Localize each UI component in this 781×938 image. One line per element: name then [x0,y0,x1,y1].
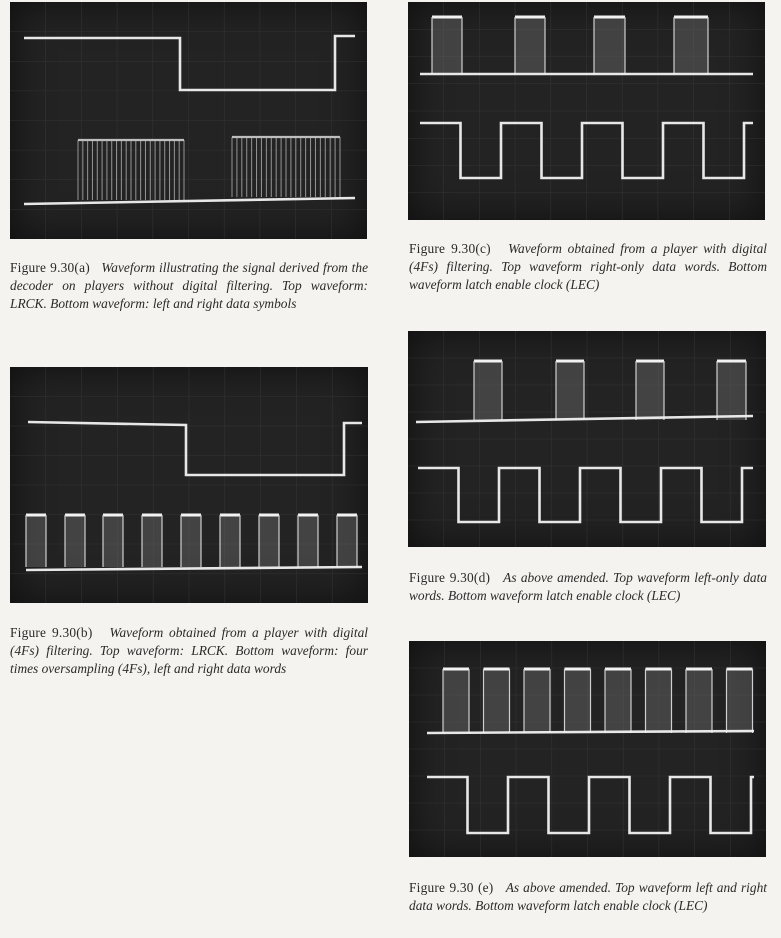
left-data-word-4 [717,361,746,420]
caption-figure-c [409,240,767,294]
data-word-7 [686,669,712,733]
figure-label-b: Figure 9.30(b) [10,625,93,640]
data-word-1 [26,515,46,567]
oscilloscope-figure-d [408,331,766,547]
oscilloscope-figure-c [408,2,765,220]
caption-figure-e [409,879,767,915]
waveform-plot-c [408,2,765,220]
data-word-6 [220,515,240,567]
figure-caption-b: Waveform obtained from a player with digital (4Fs) filtering. Top waveform: LRCK. Bottom waveform: four times oversampling (4Fs), left and right data words [10,625,369,676]
data-word-3 [524,669,550,733]
oscilloscope-figure-b [10,367,368,603]
figure-label-a: Figure 9.30(a) [10,260,90,275]
data-word-1 [443,669,469,733]
right-data-word-3 [594,17,625,74]
figure-label-c: Figure 9.30(c) [409,241,491,256]
data-baseline-trace [26,567,362,570]
lrck-trace [28,422,362,475]
data-word-4 [142,515,162,567]
graticule [408,331,766,547]
data-word-6 [646,669,672,733]
data-word-8 [298,515,318,567]
figure-label-e: Figure 9.30 (e) [409,880,494,895]
right-data-word-4 [674,17,708,74]
lrck-trace [24,36,355,90]
lec-trace [418,468,753,522]
left-data-word-2 [556,361,584,420]
oscilloscope-figure-a [10,2,367,239]
caption-figure-d [409,569,767,605]
right-data-word-1 [432,17,462,74]
data-word-8 [727,669,753,733]
left-data-word-1 [474,361,502,420]
figure-caption-e: As above amended. Top waveform left and right data words. Bottom waveform latch enable clock (LEC) [409,880,768,913]
figure-label-d: Figure 9.30(d) [409,570,491,585]
lec-trace [427,777,754,833]
waveform-plot-e [409,641,766,857]
left-data-word-3 [636,361,664,420]
data-symbols-burst-1 [78,140,184,200]
data-word-5 [605,669,631,733]
caption-figure-b [10,624,368,678]
data-word-9 [337,515,357,567]
right-data-word-2 [515,17,545,74]
figure-caption-a: Waveform illustrating the signal derived from the decoder on players without digital filtering. Top waveform: LRCK. Bottom waveform: left and right data symbols [10,260,369,311]
waveform-plot-d [408,331,766,547]
data-word-3 [103,515,123,567]
waveform-plot-a [10,2,367,239]
figure-caption-d: As above amended. Top waveform left-only data words. Bottom waveform latch enable clock (LEC) [409,570,768,603]
data-baseline-trace [24,198,355,204]
waveform-plot-b [10,367,368,603]
data-word-7 [259,515,279,567]
caption-figure-a [10,259,368,313]
figure-caption-c: Waveform obtained from a player with digital (4Fs) filtering. Top waveform right-only data words. Bottom waveform latch enable clock (LEC) [409,241,767,292]
data-word-4 [565,669,591,733]
data-word-2 [65,515,85,567]
data-symbols-burst-2 [232,137,340,197]
data-word-2 [484,669,510,733]
data-word-5 [181,515,201,567]
oscilloscope-figure-e [409,641,766,857]
